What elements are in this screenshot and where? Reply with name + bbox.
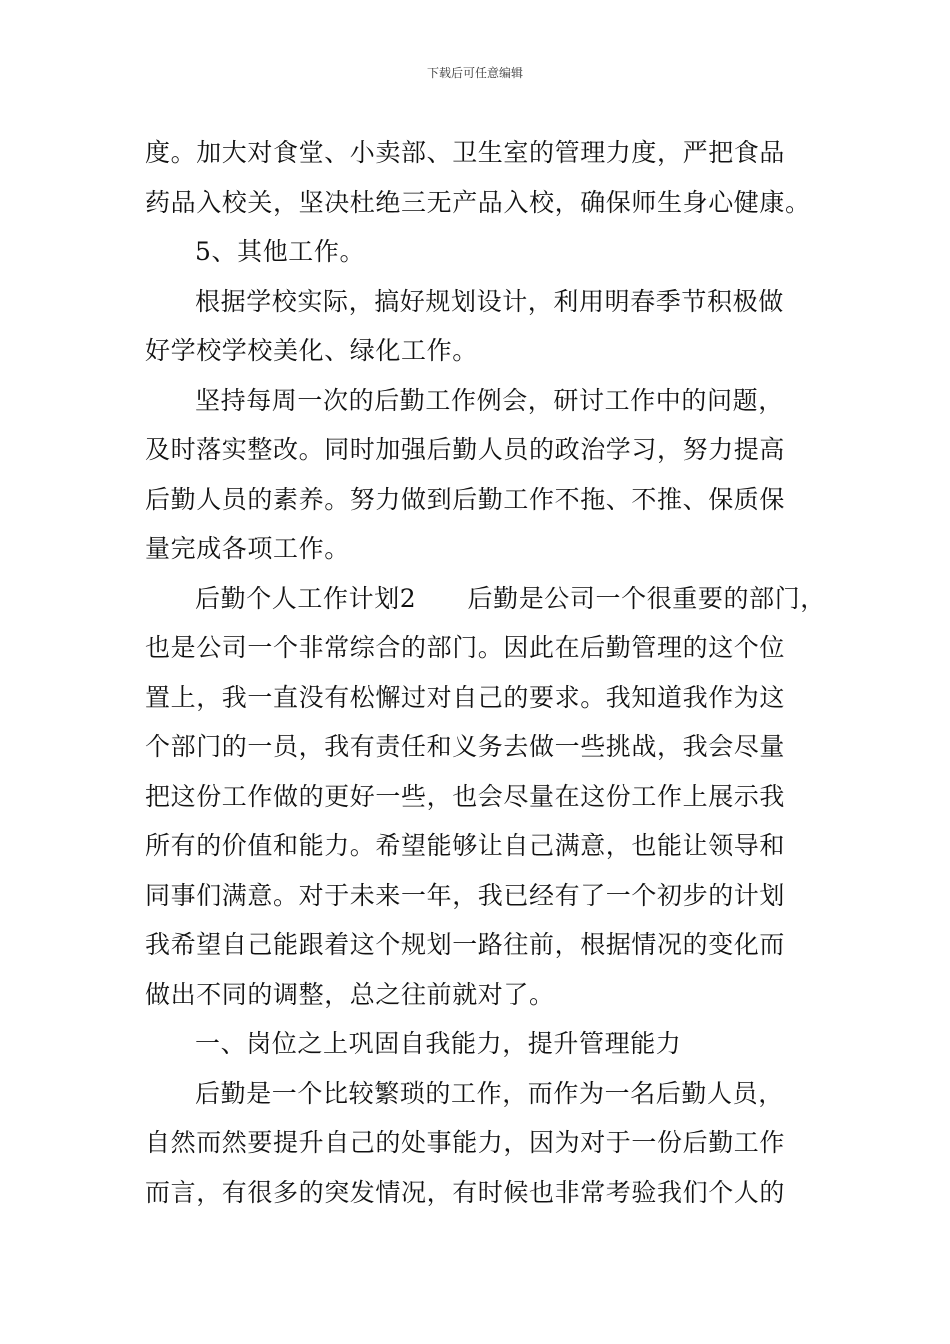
text-line: 药品入校关，坚决杜绝三无产品入校，确保师生身心健康。 [145,187,811,217]
section-heading: 一、岗位之上巩固自我能力，提升管理能力 [195,1029,682,1058]
text-line: 好学校学校美化、绿化工作。 [145,336,478,365]
document-body [145,128,826,1217]
text-line: 后勤人员的素养。努力做到后勤工作不拖、不推、保质保 [145,484,786,514]
text-line: 我希望自己能跟着这个规划一路往前，根据情况的变化而 [145,930,786,959]
text-line: 所有的价值和能力。希望能够让自己满意，也能让领导和 [145,831,786,860]
text-line: 根据学校实际，搞好规划设计，利用明春季节积极做 [195,286,784,316]
text-line: 后勤是一个比较繁琐的工作，而作为一名后勤人员， [195,1078,784,1108]
text-line: 把这份工作做的更好一些，也会尽量在这份工作上展示我 [145,781,786,811]
text-line: 度。加大对食堂、小卖部、卫生室的管理力度，严把食品 [145,138,786,167]
text-line: 自然而然要提升自己的处事能力，因为对于一份后勤工作 [145,1128,786,1157]
page-header-note: 下载后可任意编辑 [426,66,523,80]
text-line: 后勤个人工作计划2 后勤是公司一个很重要的部门， [195,583,826,613]
section-heading: 5、其他工作。 [195,237,366,266]
text-line: 做出不同的调整，总之往前就对了。 [145,979,555,1009]
text-line: 个部门的一员，我有责任和义务去做一些挑战，我会尽量 [145,732,786,761]
text-line: 及时落实整改。同时加强后勤人员的政治学习，努力提高 [145,435,786,464]
text-line: 同事们满意。对于未来一年，我已经有了一个初步的计划 [145,880,786,910]
text-line: 坚持每周一次的后勤工作例会，研讨工作中的问题， [195,385,784,415]
text-line: 也是公司一个非常综合的部门。因此在后勤管理的这个位 [145,633,786,662]
text-line: 置上，我一直没有松懈过对自己的要求。我知道我作为这 [145,682,786,712]
text-line: 而言，有很多的突发情况，有时候也非常考验我们个人的 [145,1177,786,1207]
text-line: 量完成各项工作。 [145,534,350,563]
